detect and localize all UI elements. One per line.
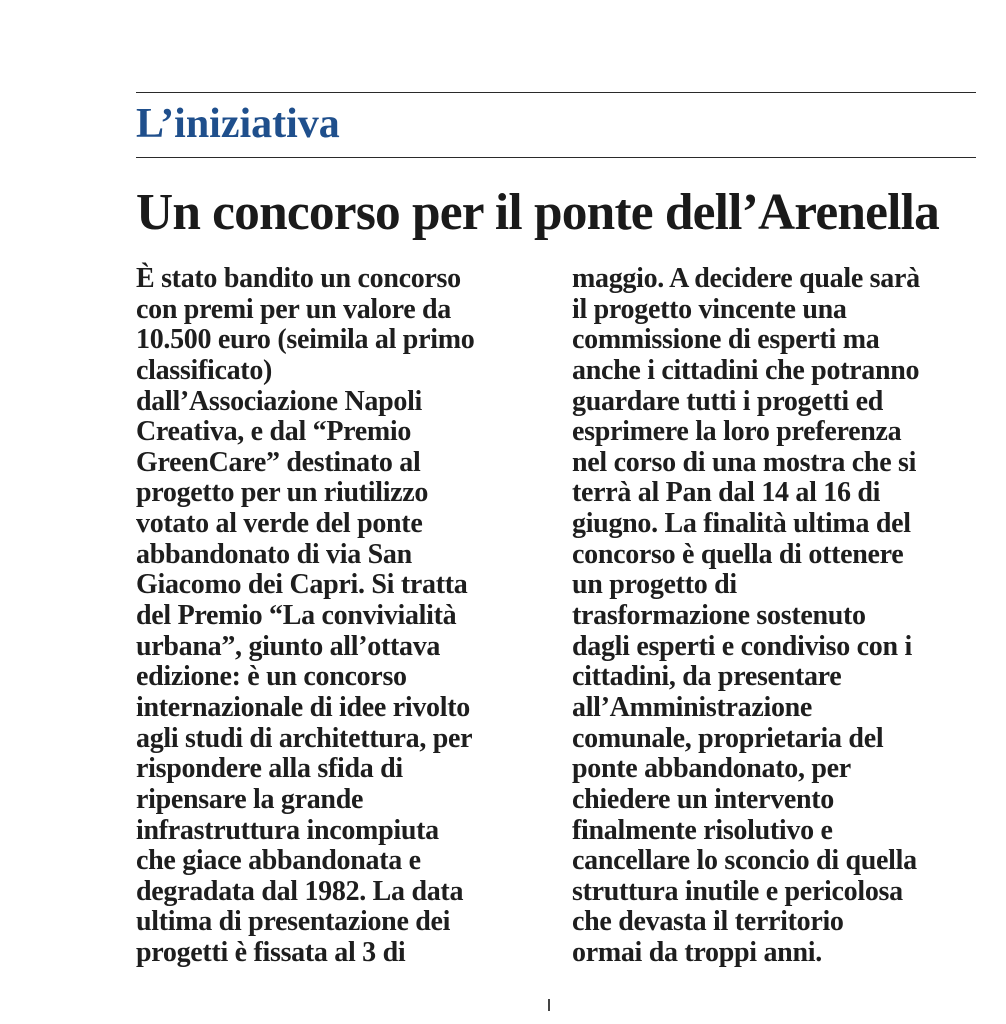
text-line: Creativa, e dal “Premio	[136, 416, 412, 448]
text-line: internazionale di idee rivolto	[136, 691, 470, 723]
text-line: giugno. La finalità ultima del	[572, 508, 911, 540]
text-line: degradata dal 1982. La data	[136, 875, 464, 907]
text-line: all’Amministrazione	[572, 691, 813, 723]
text-line: che giace abbandonata e	[136, 845, 421, 877]
text-line: agli studi di architettura, per	[136, 722, 473, 754]
text-line: cancellare lo sconcio di quella	[572, 845, 917, 877]
article-headline: Un concorso per il ponte dell’Arenella	[136, 184, 940, 241]
text-line: struttura inutile e pericolosa	[572, 875, 903, 907]
text-line: GreenCare” destinato al	[136, 446, 421, 478]
text-line: che devasta il territorio	[572, 906, 844, 938]
text-line: ripensare la grande	[136, 783, 364, 815]
text-line: maggio. A decidere quale sarà	[572, 263, 920, 294]
text-line: chiedere un intervento	[572, 783, 834, 815]
kicker-rule	[136, 157, 976, 158]
text-line: cittadini, da presentare	[572, 661, 842, 693]
text-line: ormai da troppi anni.	[572, 937, 822, 969]
text-line: urbana”, giunto all’ottava	[136, 630, 441, 662]
text-line: esprimere la loro preferenza	[572, 416, 902, 448]
article-column-right	[572, 264, 984, 969]
text-line: nel corso di una mostra che si	[572, 446, 917, 478]
text-line: del Premio “La convivialità	[136, 600, 457, 632]
article-column-left	[136, 264, 546, 969]
text-line: un progetto di	[572, 569, 737, 601]
text-line: trasformazione sostenuto	[572, 600, 866, 632]
text-line: votato al verde del ponte	[136, 508, 423, 540]
text-line: terrà al Pan dal 14 al 16 di	[572, 477, 881, 509]
text-line: commissione di esperti ma	[572, 324, 880, 356]
text-line: 10.500 euro (seimila al primo	[136, 324, 475, 356]
text-line: finalmente risolutivo e	[572, 814, 833, 846]
section-kicker: L’iniziativa	[136, 101, 340, 147]
text-line: progetto per un riutilizzo	[136, 477, 429, 509]
text-line: il progetto vincente una	[572, 293, 847, 325]
text-line: Giacomo dei Capri. Si tratta	[136, 569, 468, 601]
text-line: rispondere alla sfida di	[136, 753, 403, 785]
text-line: classificato)	[136, 354, 273, 386]
text-line: abbandonato di via San	[136, 538, 412, 570]
text-line: ponte abbandonato, per	[572, 753, 851, 785]
text-line: con premi per un valore da	[136, 293, 451, 325]
text-line: dagli esperti e condiviso con i	[572, 630, 912, 662]
text-line: È stato bandito un concorso	[136, 263, 461, 294]
text-line: infrastruttura incompiuta	[136, 814, 439, 846]
text-line: edizione: è un concorso	[136, 661, 407, 693]
text-line: comunale, proprietaria del	[572, 722, 884, 754]
top-rule	[136, 92, 976, 93]
text-line: concorso è quella di ottenere	[572, 538, 904, 570]
text-line: anche i cittadini che potranno	[572, 354, 920, 386]
text-line: ultima di presentazione dei	[136, 906, 451, 938]
text-line: dall’Associazione Napoli	[136, 385, 423, 417]
text-line: progetti è fissata al 3 di	[136, 937, 406, 969]
text-line: guardare tutti i progetti ed	[572, 385, 883, 417]
page-fold-mark	[548, 999, 550, 1011]
